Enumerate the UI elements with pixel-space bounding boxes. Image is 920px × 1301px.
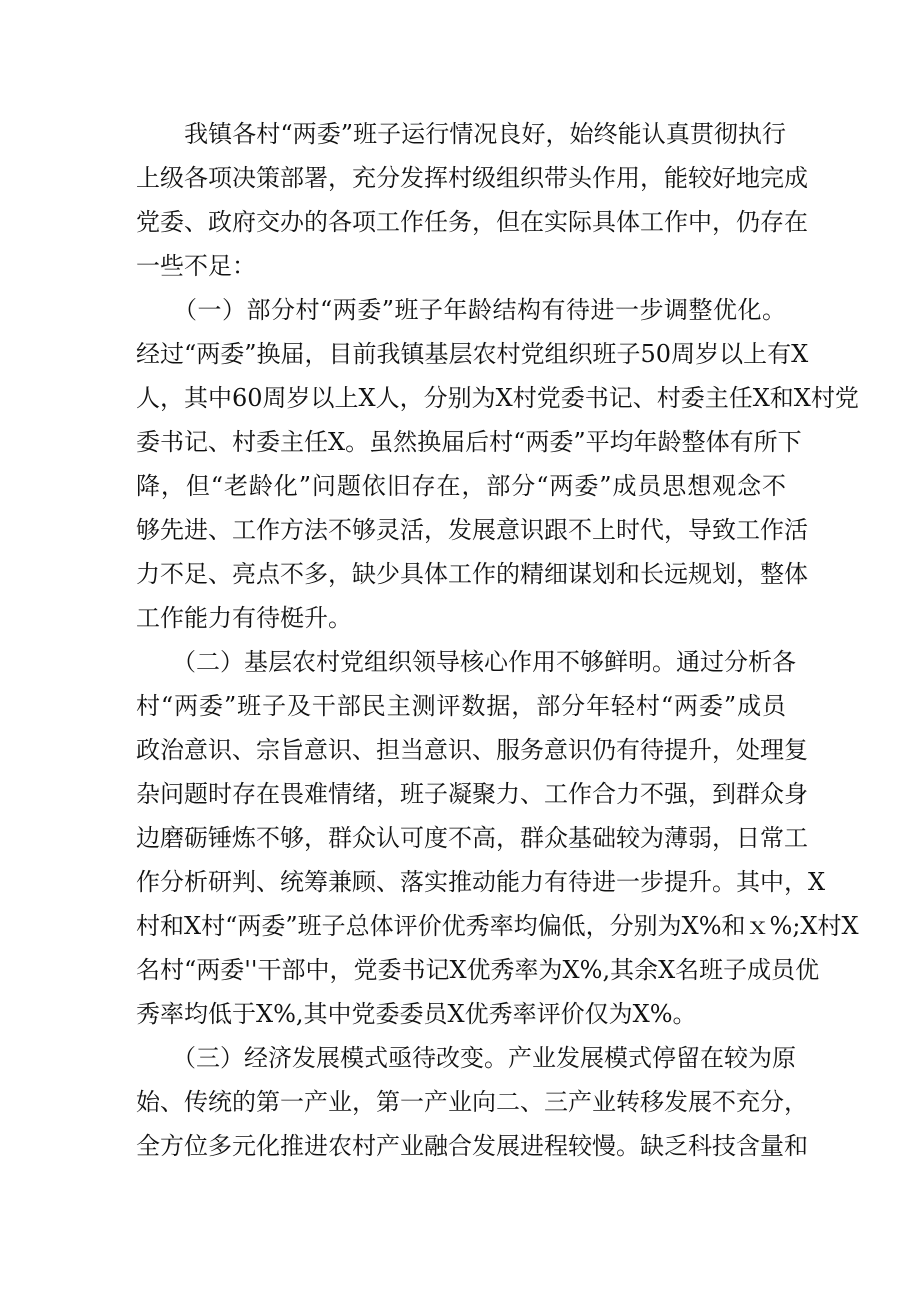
text-line: 我镇各村“两委”班子运行情况良好，始终能认真贯彻执行 [136,120,786,148]
text-line: （二）基层农村党组织领导核心作用不够鲜明。通过分析各 [136,648,796,676]
document-body [136,112,859,1168]
text-line: 边磨砺锤炼不够，群众认可度不高，群众基础较为薄弱，日常工 [136,824,808,852]
text-line: 名村“两委''干部中，党委书记X优秀率为X%,其余X名班子成员优 [136,956,820,984]
text-line: 经过“两委”换届，目前我镇基层农村党组织班子50周岁以上有X [136,340,809,368]
text-line: 政治意识、宗旨意识、担当意识、服务意识仍有待提升，处理复 [136,736,808,764]
text-line: 人，其中60周岁以上X人，分别为X村党委书记、村委主任X和X村党 [136,384,859,412]
text-line: 一些不足： [136,252,256,280]
text-line: （一）部分村“两委”班子年龄结构有待进一步调整优化。 [136,296,786,324]
text-line: 村“两委”班子及干部民主测评数据，部分年轻村“两委”成员 [136,692,786,720]
text-line: 始、传统的第一产业，第一产业向二、三产业转移发展不充分， [136,1088,808,1116]
text-line: 工作能力有待梃升。 [136,604,352,632]
paragraph-section-3 [136,1036,808,1168]
text-line: 村和X村“两委”班子总体评价优秀率均偏低，分别为X%和ｘ%;X村X [136,912,859,940]
paragraph-section-2 [136,640,859,1036]
text-line: 作分析研判、统筹兼顾、落实推动能力有待进一步提升。其中，X [136,868,826,896]
text-line: 上级各项决策部署，充分发挥村级组织带头作用，能较好地完成 [136,164,808,192]
paragraph-section-1 [136,288,859,640]
text-line: 降，但“老龄化”问题依旧存在，部分“两委”成员思想观念不 [136,472,786,500]
text-line: 力不足、亮点不多，缺少具体工作的精细谋划和长远规划，整体 [136,560,808,588]
text-line: 党委、政府交办的各项工作任务，但在实际具体工作中，仍存在 [136,208,808,236]
text-line: 委书记、村委主任X。虽然换届后村“两委”平均年龄整体有所下 [136,428,802,456]
text-line: 秀率均低于X%,其中党委委员X优秀率评价仅为X%。 [136,1000,697,1028]
text-line: 全方位多元化推进农村产业融合发展进程较慢。缺乏科技含量和 [136,1132,808,1160]
text-line: 够先进、工作方法不够灵活，发展意识跟不上时代，导致工作活 [136,516,808,544]
text-line: （三）经济发展模式亟待改变。产业发展模式停留在较为原 [136,1044,796,1072]
paragraph-intro [136,112,808,288]
text-line: 杂问题时存在畏难情绪，班子凝聚力、工作合力不强，到群众身 [136,780,808,808]
